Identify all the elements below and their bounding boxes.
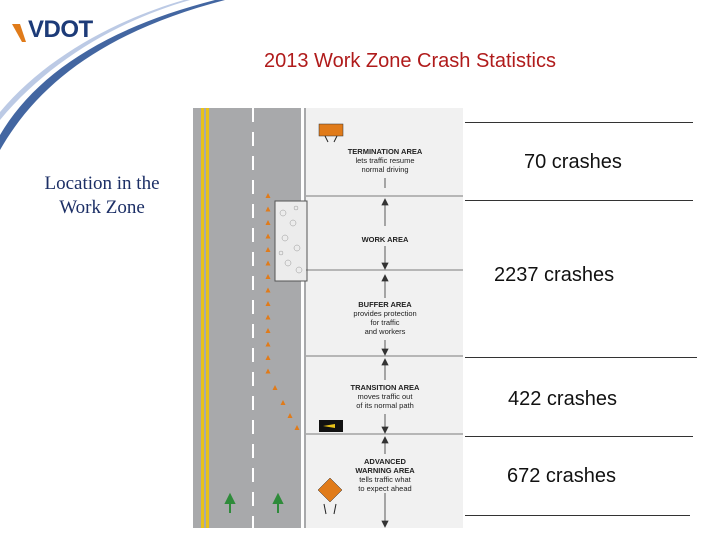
crash-stat-work-area: 2237 crashes (494, 264, 615, 286)
crash-stat-termination: 70 crashes (524, 151, 622, 173)
separator-line-1 (465, 122, 693, 123)
separator-line-5 (465, 515, 690, 516)
advanced-area-line-1: WARNING AREA (355, 466, 415, 475)
transition-area-line-2: of its normal path (356, 401, 414, 410)
work-zone-diagram (193, 108, 463, 528)
buffer-area-line-3: and workers (364, 327, 406, 336)
page-title: 2013 Work Zone Crash Statistics (264, 50, 556, 72)
work-area-title: WORK AREA (361, 235, 409, 244)
termination-area-title: TERMINATION AREA (347, 147, 423, 156)
termination-area-line-2: normal driving (361, 165, 409, 174)
termination-area-line-1: lets traffic resume (355, 156, 415, 165)
crash-stat-advanced-warning: 672 crashes (507, 465, 616, 487)
buffer-area-title: BUFFER AREA (358, 300, 412, 309)
crash-stat-transition: 422 crashes (508, 388, 617, 410)
buffer-area-line-1: provides protection (353, 309, 417, 318)
separator-line-2 (465, 200, 693, 201)
location-label: Location in the Work Zone (44, 173, 160, 218)
advanced-area-line-3: to expect ahead (358, 484, 412, 493)
separator-line-3 (465, 357, 697, 358)
advanced-area-title: ADVANCED (364, 457, 406, 466)
advanced-area-line-2: tells traffic what (359, 475, 411, 484)
transition-area-title: TRANSITION AREA (350, 383, 420, 392)
transition-area-line-1: moves traffic out (357, 392, 413, 401)
separator-line-4 (465, 436, 693, 437)
vdot-logo-text: VDOT (28, 16, 93, 43)
buffer-area-line-2: for traffic (370, 318, 400, 327)
